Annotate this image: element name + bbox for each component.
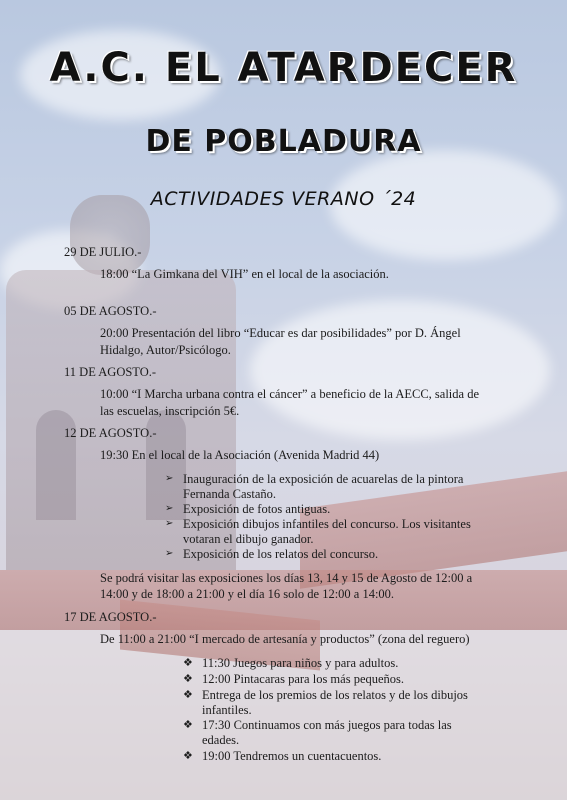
event-note: Se podrá visitar las exposiciones los días 13, 14 y 15 de Agosto de 12:00 a (100, 571, 473, 585)
event-intro: 19:30 En el local de la Asociación (Avenida Madrid 44) (100, 448, 380, 462)
event-date: 12 DE AGOSTO.- (64, 426, 157, 440)
event-line: 18:00 “La Gimkana del VIH” en el local de la asociación. (100, 267, 389, 281)
event-date: 29 DE JULIO.- (64, 245, 142, 259)
list-item: Entrega de los premios de los relatos y de los dibujos (202, 688, 468, 702)
association-title: A.C. EL ATARDECER (49, 45, 518, 91)
arrow-bullet-icon: ➢ (165, 548, 174, 559)
list-item: Exposición dibujos infantiles del concurso. Los visitantes (183, 517, 471, 531)
list-item: edades. (202, 733, 240, 747)
event-line: 10:00 “I Marcha urbana contra el cáncer” a beneficio de la AECC, salida de (100, 387, 479, 401)
arrow-bullet-icon: ➢ (165, 518, 174, 529)
list-item: votaran el dibujo ganador. (183, 532, 314, 546)
diamond-bullet-icon: ❖ (183, 689, 193, 701)
event-line: las escuelas, inscripción 5€. (100, 404, 240, 418)
event-date: 17 DE AGOSTO.- (64, 610, 157, 624)
list-item: Exposición de los relatos del concurso. (183, 547, 379, 561)
list-item: 11:30 Juegos para niños y para adultos. (202, 656, 399, 670)
list-item: 17:30 Continuamos con más juegos para todas las (202, 718, 452, 732)
event-note: 14:00 y de 18:00 a 21:00 y el día 16 solo de 12:00 a 14:00. (100, 587, 395, 601)
event-date: 11 DE AGOSTO.- (64, 365, 157, 379)
activities-heading: ACTIVIDADES VERANO ´24 (150, 188, 417, 210)
list-item: 19:00 Tendremos un cuentacuentos. (202, 749, 382, 763)
list-item: Inauguración de la exposición de acuarelas de la pintora (183, 472, 464, 486)
diamond-bullet-icon: ❖ (183, 719, 193, 731)
list-item: infantiles. (202, 703, 252, 717)
event-intro: De 11:00 a 21:00 “I mercado de artesanía y productos” (zona del reguero) (100, 632, 470, 646)
arrow-bullet-icon: ➢ (165, 473, 174, 484)
list-item: Fernanda Castaño. (183, 487, 277, 501)
event-line: Hidalgo, Autor/Psicólogo. (100, 343, 231, 357)
list-item: 12:00 Pintacaras para los más pequeños. (202, 672, 405, 686)
diamond-bullet-icon: ❖ (183, 750, 193, 762)
diamond-bullet-icon: ❖ (183, 673, 193, 685)
event-line: 20:00 Presentación del libro “Educar es dar posibilidades” por D. Ángel (100, 326, 461, 340)
event-date: 05 DE AGOSTO.- (64, 304, 157, 318)
location-subtitle: DE POBLADURA (145, 124, 422, 159)
diamond-bullet-icon: ❖ (183, 657, 193, 669)
list-item: Exposición de fotos antiguas. (183, 502, 331, 516)
arrow-bullet-icon: ➢ (165, 503, 174, 514)
